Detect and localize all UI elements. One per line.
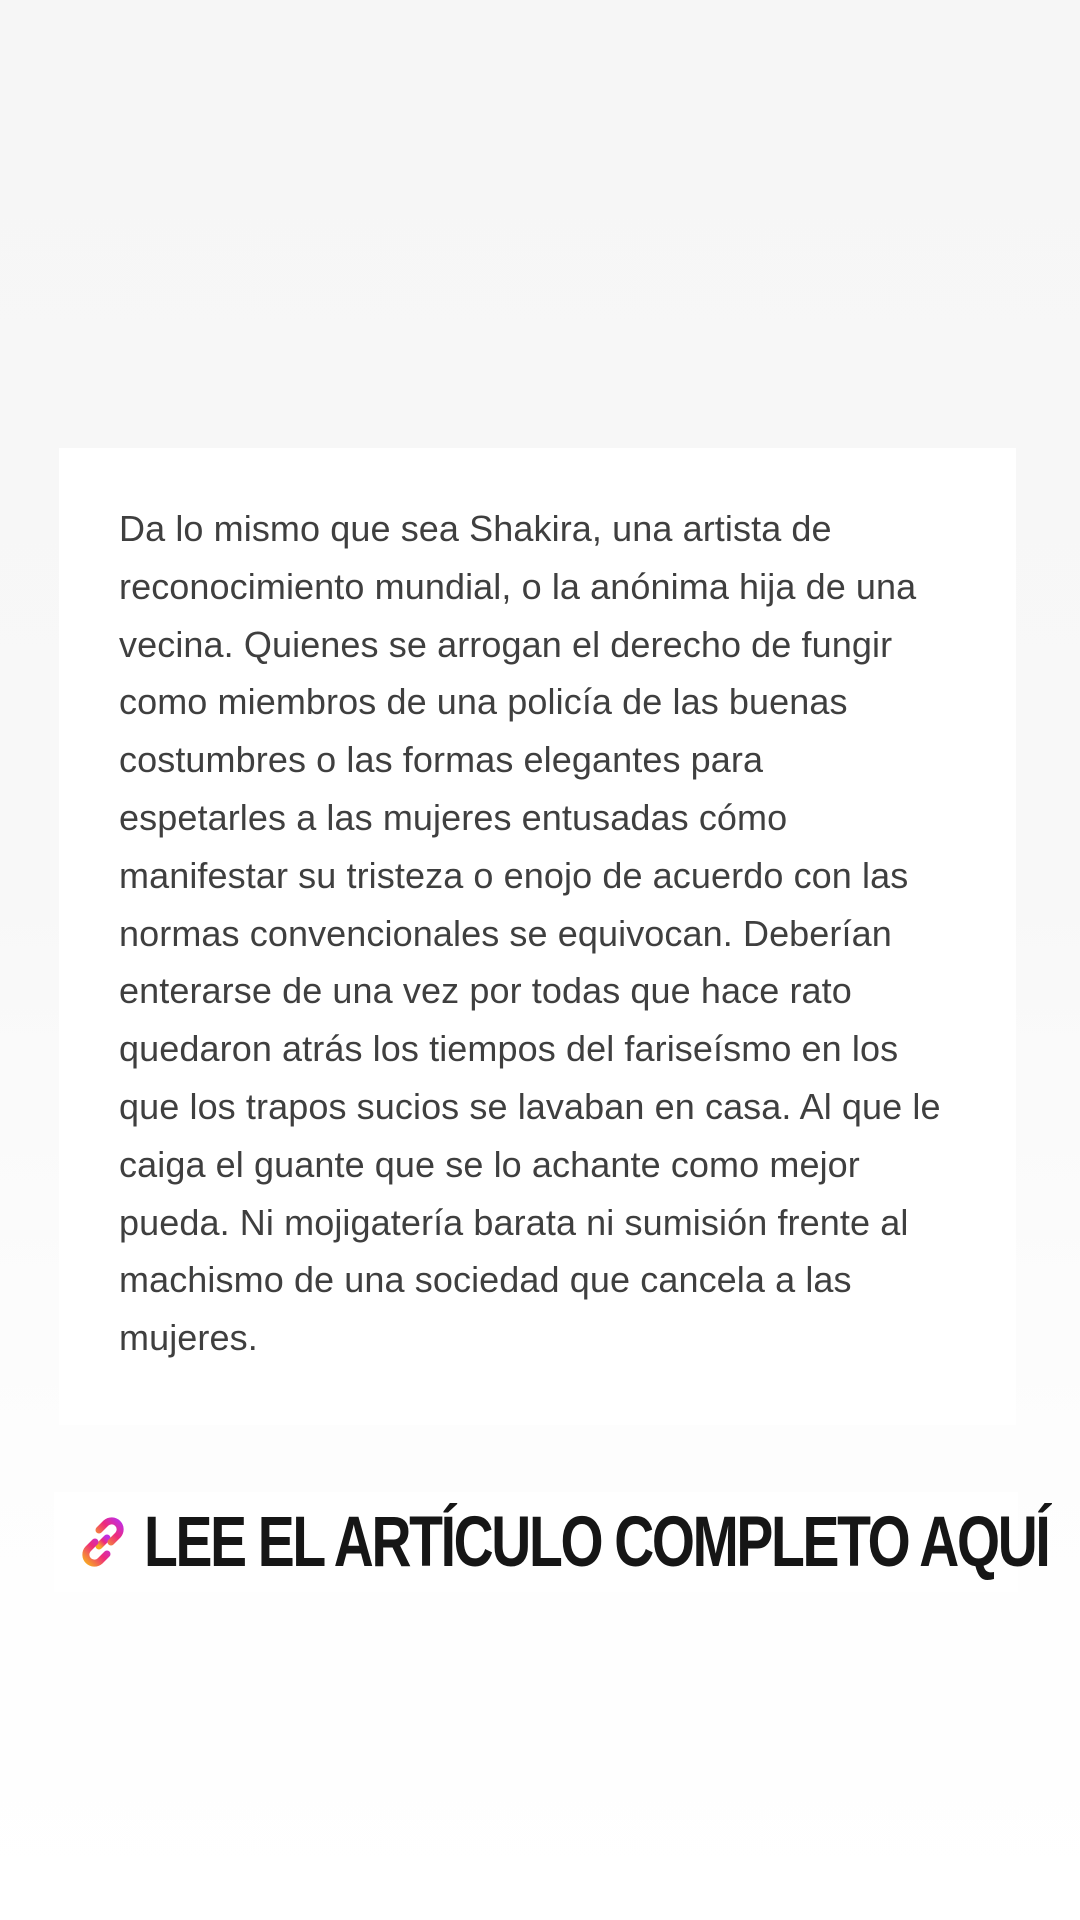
quote-line: enterarse de una vez por todas que hace rato [119,970,852,1012]
link-sticker[interactable] [54,1492,1049,1592]
quote-card [59,448,1016,1425]
quote-line: normas convencionales se equivocan. Deberían [119,912,892,954]
quote-line: manifestar su tristeza o enojo de acuerdo con las [119,854,909,896]
quote-line: caiga el guante que se lo achante como mejor [119,1143,860,1185]
quote-line: Da lo mismo que sea Shakira, una artista de [119,508,832,549]
quote-line: que los trapos sucios se lavaban en casa. Al que le [119,1085,941,1127]
link-sticker-label: LEE EL ARTÍCULO COMPLETO AQUÍ [144,1502,1049,1582]
quote-line: quedaron atrás los tiempos del fariseísmo en los [119,1028,899,1070]
quote-line: machismo de una sociedad que cancela a las [119,1259,852,1301]
quote-line: vecina. Quienes se arrogan el derecho de fungir [119,623,893,665]
quote-line: mujeres. [119,1317,258,1359]
quote-text [119,500,986,1367]
quote-line: pueda. Ni mojigatería barata ni sumisión frente al [119,1201,909,1243]
quote-line: espetarles a las mujeres entusadas cómo [119,796,788,838]
link-icon-graphic [74,1513,132,1571]
quote-line: como miembros de una policía de las buenas [119,681,848,723]
quote-line: reconocimiento mundial, o la anónima hija de una [119,565,917,607]
link-icon [74,1513,132,1571]
quote-line: costumbres o las formas elegantes para [119,739,764,781]
